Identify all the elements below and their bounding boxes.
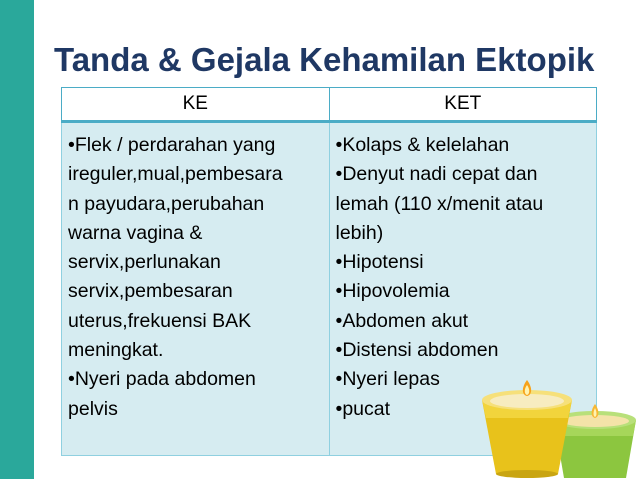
header-ket: KET [329, 88, 597, 122]
cell-ke [62, 122, 330, 456]
ket-line: •Distensi abdomen [335, 339, 499, 362]
ke-line: servix,pembesaran [68, 280, 233, 303]
header-ke: KE [62, 88, 330, 122]
left-accent-bar [0, 0, 34, 479]
ket-line: •Nyeri lepas [335, 368, 440, 391]
ke-line: ireguler,mual,pembesara [68, 163, 283, 186]
ket-line: •Kolaps & kelelahan [335, 134, 510, 156]
ket-line: •Hipovolemia [335, 280, 450, 303]
ket-line: •Abdomen akut [335, 309, 469, 332]
ke-line: •Flek / perdarahan yang [68, 134, 276, 156]
yellow-candle-icon [482, 380, 572, 478]
ket-line: lebih) [335, 221, 384, 244]
candles-icon [476, 378, 638, 479]
ket-line: •Denyut nadi cepat dan [335, 163, 538, 186]
ke-line: warna vagina & [68, 221, 203, 244]
ket-line: •pucat [335, 397, 391, 420]
ke-line: •Nyeri pada abdomen [68, 368, 256, 391]
ke-line: uterus,frekuensi BAK [68, 309, 252, 332]
ke-line: meningkat. [68, 339, 164, 362]
ket-line: lemah (110 x/menit atau [335, 192, 544, 215]
slide-title: Tanda & Gejala Kehamilan Ektopik [54, 41, 595, 78]
ke-line: pelvis [68, 397, 118, 420]
ke-line: servix,perlunakan [68, 251, 221, 274]
ke-line: n payudara,perubahan [68, 192, 265, 215]
ket-line: •Hipotensi [335, 251, 424, 274]
